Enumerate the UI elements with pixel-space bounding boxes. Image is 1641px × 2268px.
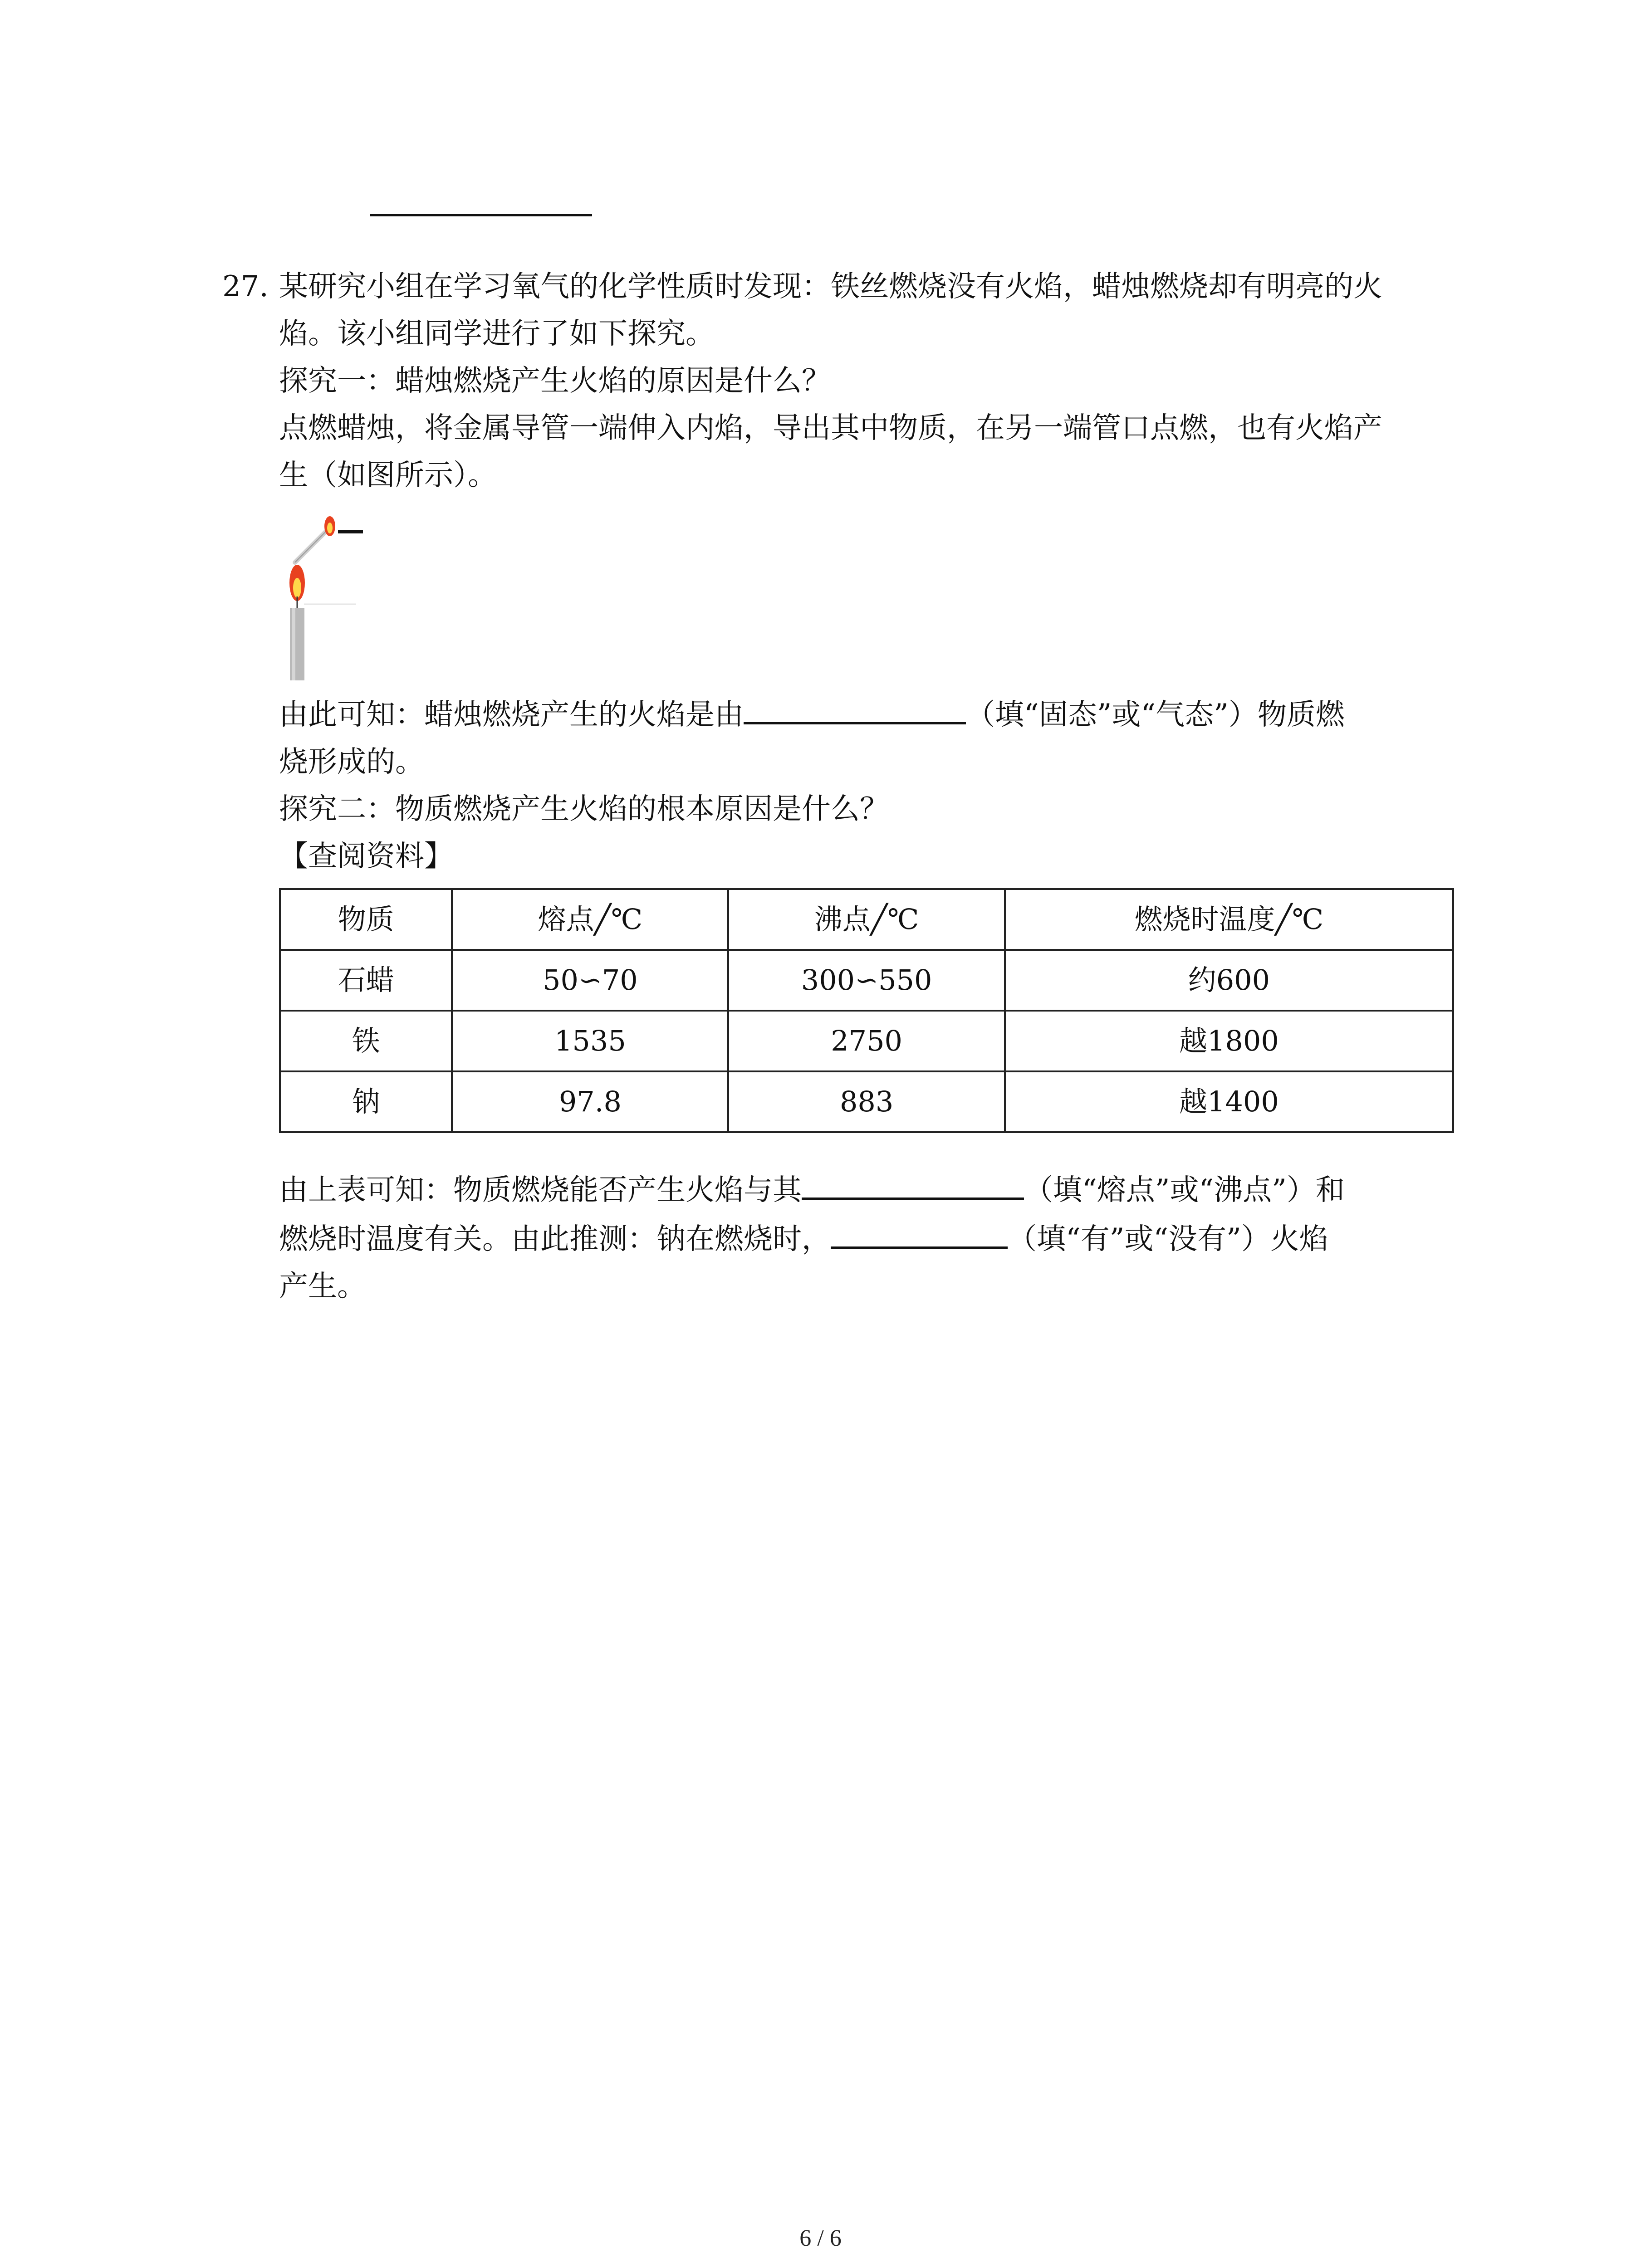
candle-experiment-figure xyxy=(279,503,424,685)
intro-line-1: 某研究小组在学习氧气的化学性质时发现：铁丝燃烧没有火焰，蜡烛燃烧却有明亮的火 xyxy=(279,270,1382,303)
candle-highlight xyxy=(292,608,295,680)
table-cell: 2750 xyxy=(728,1011,1004,1071)
table-cell: 越1400 xyxy=(1005,1071,1453,1132)
answer-blank-1[interactable] xyxy=(744,689,966,724)
conclusion1-line-1 xyxy=(279,689,1456,738)
conclusion2-line-3: 产生。 xyxy=(279,1270,366,1303)
conclusion2-text-after: （填“熔点”或“沸点”）和 xyxy=(1024,1173,1345,1207)
table-row xyxy=(280,1011,1453,1071)
reference-table xyxy=(279,888,1454,1133)
reference-heading: 【查阅资料】 xyxy=(279,840,453,873)
answer-blank-previous xyxy=(370,214,592,216)
intro-line-2: 焰。该小组同学进行了如下探究。 xyxy=(279,317,715,351)
header-melting-point: 熔点╱℃ xyxy=(452,889,728,950)
table-cell: 约600 xyxy=(1005,950,1453,1011)
conclusion2-line-2 xyxy=(279,1214,1456,1263)
table-cell: 883 xyxy=(728,1071,1004,1132)
explore1-desc-line-2: 生（如图所示）。 xyxy=(279,459,497,492)
question-number: 27. xyxy=(222,270,269,303)
header-burning-temperature: 燃烧时温度╱℃ xyxy=(1005,889,1453,950)
header-boiling-point: 沸点╱℃ xyxy=(728,889,1004,950)
question-27 xyxy=(222,263,1456,1310)
conclusion2-line2-before: 燃烧时温度有关。由此推测：钠在燃烧时， xyxy=(279,1222,831,1256)
metal-tube-edge xyxy=(295,531,327,562)
table-cell: 1535 xyxy=(452,1011,728,1071)
tube-flame-inner xyxy=(327,523,333,533)
table-cell: 越1800 xyxy=(1005,1011,1453,1071)
table-cell: 97.8 xyxy=(452,1071,728,1132)
table-cell: 石蜡 xyxy=(280,950,452,1011)
answer-blank-3[interactable] xyxy=(831,1214,1008,1249)
answer-blank-2[interactable] xyxy=(802,1165,1024,1200)
table-cell: 300∽550 xyxy=(728,950,1004,1011)
candle-with-tube-illustration xyxy=(279,503,424,685)
table-cell: 铁 xyxy=(280,1011,452,1071)
table-row xyxy=(280,950,1453,1011)
explore1-desc-line-1: 点燃蜡烛，将金属导管一端伸入内焰，导出其中物质，在另一端管口点燃，也有火焰产 xyxy=(279,411,1382,445)
header-substance: 物质 xyxy=(280,889,452,950)
page-number: 6 / 6 xyxy=(799,2225,842,2251)
table-row xyxy=(280,1071,1453,1132)
conclusion1-line-2: 烧形成的。 xyxy=(279,745,424,779)
conclusion1-text-before: 由此可知：蜡烛燃烧产生的火焰是由 xyxy=(279,698,744,732)
explore2-title: 探究二：物质燃烧产生火焰的根本原因是什么？ xyxy=(279,792,889,826)
candle-flame-inner xyxy=(293,578,301,598)
table-cell: 50∽70 xyxy=(452,950,728,1011)
table-header-row xyxy=(280,889,1453,950)
conclusion1-text-after: （填“固态”或“气态”）物质燃 xyxy=(966,698,1345,732)
explore1-title: 探究一：蜡烛燃烧产生火焰的原因是什么？ xyxy=(279,364,831,398)
table-cell: 钠 xyxy=(280,1071,452,1132)
conclusion2-text-before: 由上表可知：物质燃烧能否产生火焰与其 xyxy=(279,1173,802,1207)
conclusion2-line2-after: （填“有”或“没有”）火焰 xyxy=(1008,1222,1328,1256)
conclusion2-line-1 xyxy=(279,1165,1456,1214)
